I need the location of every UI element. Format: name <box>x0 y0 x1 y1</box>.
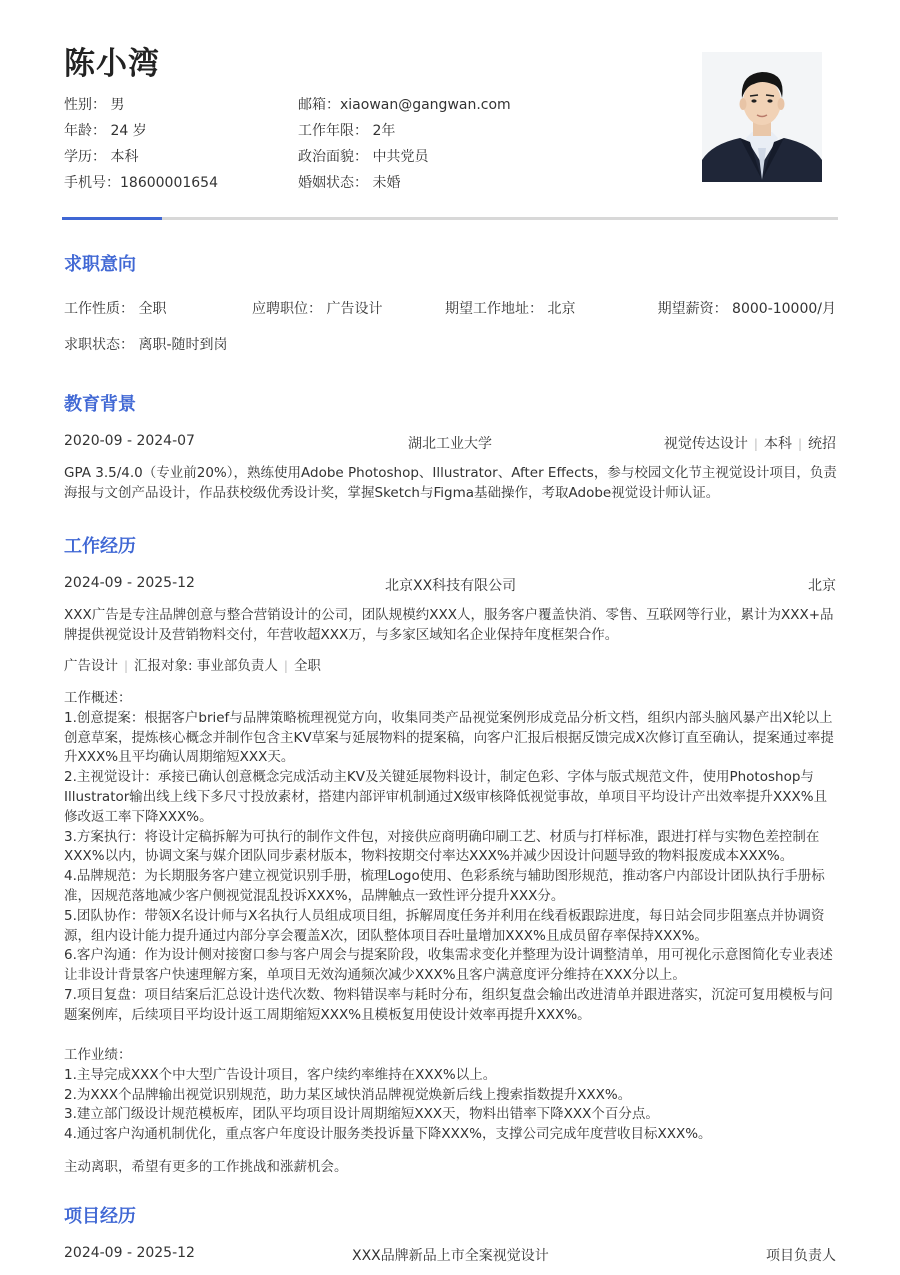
education-period: 2020-09 - 2024-07 <box>64 433 195 449</box>
work-achievements-title: 工作业绩： <box>64 1047 132 1063</box>
work-overview <box>64 689 840 1026</box>
intent-type: 工作性质： 全职 <box>64 301 167 317</box>
separator: | <box>124 659 129 673</box>
info-left-column <box>64 92 218 196</box>
work-overview-item: 2.主视觉设计：承接已确认创意概念完成活动主KV及关键延展物料设计，制定色彩、字体与版式规范文件，使用Photoshop与Illustrator输出线上线下多尺寸投放素材，搭建内部评审机制通过X级审核降低视觉事故，单项目平均设计产出效率提升XXX%且修改返工率下降XXX%。 <box>64 769 828 825</box>
intent-location: 期望工作地址： 北京 <box>445 301 576 317</box>
info-email: 邮箱：xiaowan@gangwan.com <box>298 97 511 113</box>
section-title-work: 工作经历 <box>64 536 136 557</box>
intent-status: 求职状态： 离职-随时到岗 <box>64 337 228 353</box>
work-achievements <box>64 1046 840 1145</box>
work-overview-title: 工作概述： <box>64 690 132 706</box>
project-period: 2024-09 - 2025-12 <box>64 1245 195 1261</box>
work-achievement-item: 2.为XXX个品牌输出视觉识别规范，助力某区域快消品牌视觉焕新后线上搜索指数提升XXX%。 <box>64 1086 632 1103</box>
info-phone: 手机号：18600001654 <box>64 175 218 191</box>
work-leave-reason: 主动离职，希望有更多的工作挑战和涨薪机会。 <box>64 1159 348 1175</box>
separator: | <box>797 437 802 451</box>
info-education: 学历： 本科 <box>64 149 139 165</box>
education-school: 湖北工业大学 <box>408 436 492 452</box>
section-title-project: 项目经历 <box>64 1206 136 1227</box>
header-divider-accent <box>62 217 162 220</box>
info-right-column <box>298 92 511 196</box>
education-major: 视觉传达设计 <box>663 436 748 452</box>
work-achievement-item: 4.通过客户沟通机制优化，重点客户年度设计服务类投诉量下降XXX%，支撑公司完成年度营收目标XXX%。 <box>64 1126 712 1143</box>
work-overview-item: 4.品牌规范：为长期服务客户建立视觉识别手册，梳理Logo使用、色彩系统与辅助图形规范，推动客户内部设计团队执行手册标准，因规范落地减少客户侧视觉混乱投诉XXX%，品牌触点一致性评分提升XXX分。 <box>64 868 825 904</box>
education-description: GPA 3.5/4.0（专业前20%），熟练使用Adobe Photoshop、Illustrator、After Effects，参与校园文化节主视觉设计项目，负责海报与文创产品设计，作品获校级优秀设计奖，掌握Sketch与Figma基础操作，考取Adobe视觉设计师认证。 <box>64 465 837 501</box>
work-overview-item: 3.方案执行：将设计定稿拆解为可执行的制作文件包，对接供应商明确印刷工艺、材质与打样标准，跟进打样与实物色差控制在XXX%以内，协调文案与媒介团队同步素材版本，物料按期交付率达XXX%并减少因设计问题导致的物料报废成本XXX%。 <box>64 828 820 865</box>
work-overview-item: 7.项目复盘：项目结案后汇总设计迭代次数、物料错误率与耗时分布，组织复盘会输出改进清单并跟进落实，沉淀可复用模板与问题案例库，后续项目平均设计返工周期缩短XXX%且模板复用使设计效率再提升XXX%。 <box>64 986 833 1023</box>
work-achievement-item: 3.建立部门级设计规范模板库，团队平均项目设计周期缩短XXX天，物料出错率下降XXX个百分点。 <box>64 1106 659 1123</box>
info-political: 政治面貌： 中共党员 <box>298 149 429 165</box>
intent-salary: 期望薪资： 8000-10000/月 <box>657 301 836 317</box>
info-years: 工作年限： 2年 <box>298 123 396 139</box>
work-tag: 汇报对象: 事业部负责人 <box>134 658 278 674</box>
work-period: 2024-09 - 2025-12 <box>64 575 195 591</box>
resume-name: 陈小湾 <box>64 46 160 82</box>
profile-photo <box>702 52 822 182</box>
person-portrait-icon <box>702 52 822 182</box>
info-gender: 性别： 男 <box>64 97 125 113</box>
work-tag: 广告设计 <box>64 658 118 674</box>
work-overview-item: 6.客户沟通：作为设计侧对接窗口参与客户周会与提案阶段，收集需求变化并整理为设计调整清单，用可视化示意图简化专业表述让非设计背景客户快速理解方案，单项目无效沟通频次减少XXX%且客户满意度评分维持在XXX分以上。 <box>64 947 833 984</box>
work-tags <box>64 654 321 674</box>
work-tag: 全职 <box>293 658 321 674</box>
intent-position: 应聘职位： 广告设计 <box>252 301 383 317</box>
separator: | <box>753 437 758 451</box>
project-name: XXX品牌新品上市全案视觉设计 <box>352 1248 549 1264</box>
section-title-education: 教育背景 <box>64 394 136 415</box>
header-divider <box>62 217 838 220</box>
info-age: 年龄： 24 岁 <box>64 123 147 139</box>
work-overview-item: 1.创意提案：根据客户brief与品牌策略梳理视觉方向，收集同类产品视觉案例形成竞品分析文档，组织内部头脑风暴产出X轮以上创意草案，提炼核心概念并制作包含主KV草案与延展物料的提案稿，向客户汇报后根据反馈完成X次修订直至确认，提案通过率提升XXX%且平均确认周期缩短XXX天。 <box>64 709 834 766</box>
work-company: 北京XX科技有限公司 <box>385 578 517 594</box>
project-role: 项目负责人 <box>766 1248 836 1264</box>
info-marital: 婚姻状态： 未婚 <box>298 175 401 191</box>
education-degree: 本科 <box>763 436 792 452</box>
education-meta <box>664 433 836 453</box>
work-achievement-item: 1.主导完成XXX个中大型广告设计项目，客户续约率维持在XXX%以上。 <box>64 1066 497 1083</box>
work-company-description: XXX广告是专注品牌创意与整合营销设计的公司，团队规模约XXX人，服务客户覆盖快消、零售、互联网等行业，累计为XXX+品牌提供视觉设计及营销物料交付，年营收超XXX万，与多家区域知名企业保持年度框架合作。 <box>64 607 834 643</box>
separator: | <box>283 659 288 673</box>
section-title-intent: 求职意向 <box>64 254 136 275</box>
work-city: 北京 <box>808 578 836 594</box>
work-overview-item: 5.团队协作：带领X名设计师与X名执行人员组成项目组，拆解周度任务并利用在线看板跟踪进度，每日站会同步阻塞点并协调资源，组内设计能力提升通过内部分享会覆盖X次，团队整体项目吞吐量增加XXX%且成员留存率保持XXX%。 <box>64 907 825 944</box>
education-mode: 统招 <box>808 436 836 452</box>
